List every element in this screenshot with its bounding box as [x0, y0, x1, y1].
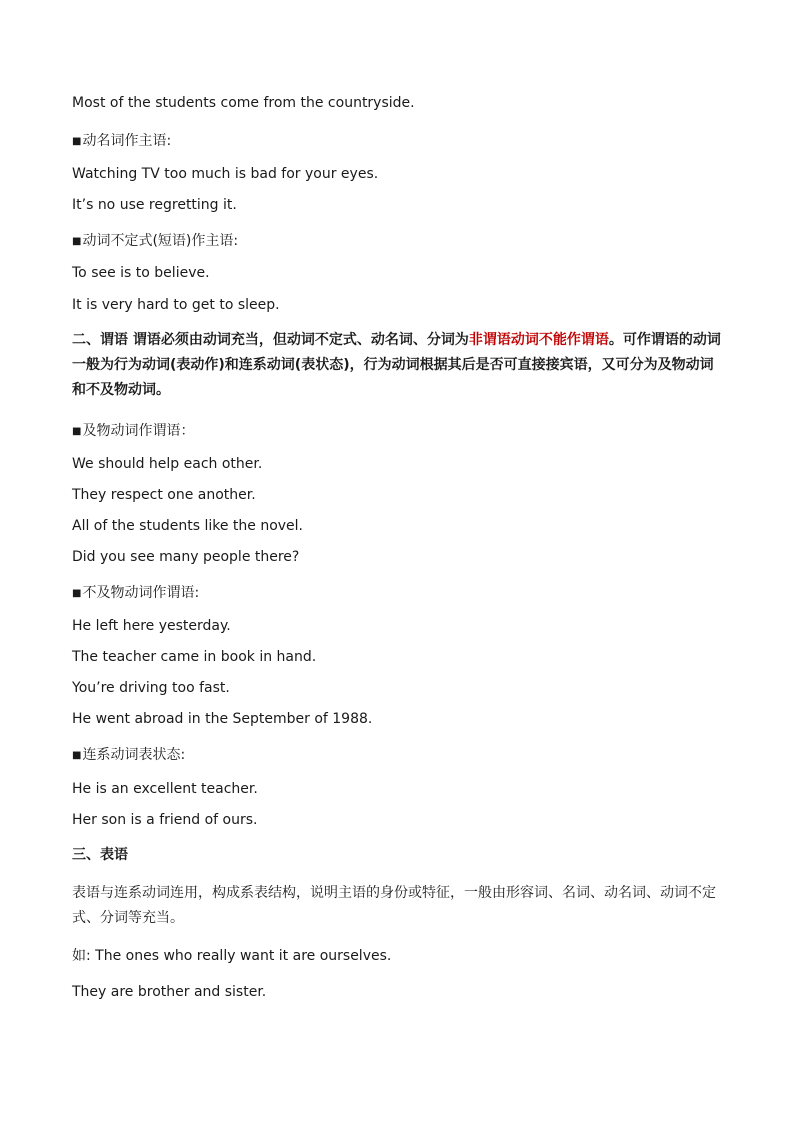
section-heading-predicate [72, 328, 722, 403]
example-sentence: It’s no use regretting it. [72, 197, 237, 213]
label-text: 连系动词表状态: [82, 747, 186, 763]
section-description: 表语与连系动词连用，构成系表结构，说明主语的身份或特征，一般由形容词、名词、动名词、动词不定式、分词等充当。 [72, 885, 716, 926]
heading-text: 二、谓语 谓语必须由动词充当，但动词不定式、动名词、分词为 [72, 332, 469, 348]
example-sentence: We should help each other. [72, 456, 263, 472]
bullet-icon: ■ [72, 236, 82, 247]
intransitive-label [72, 583, 722, 604]
bullet-icon: ■ [72, 750, 82, 761]
heading-text: 。可作谓语的动词一般为行为动词(表动作)和连系动词(表状态)，行为动词根据其后是否可直接接宾语，又可分为及物动词和不及物动词。 [72, 332, 721, 398]
example-sentence: To see is to believe. [72, 265, 210, 281]
example-sentence: He is an excellent teacher. [72, 781, 258, 797]
example-sentence: Watching TV too much is bad for your eyes. [72, 166, 379, 182]
transitive-label [72, 421, 722, 442]
bullet-icon: ■ [72, 588, 82, 599]
label-text: 及物动词作谓语： [82, 423, 195, 439]
example-sentence: Most of the students come from the countryside. [72, 95, 415, 111]
example-sentence: The teacher came in book in hand. [72, 649, 317, 665]
example-sentence: Did you see many people there? [72, 549, 300, 565]
section-heading-predicative: 三、表语 [72, 847, 128, 863]
example-sentence: He went abroad in the September of 1988. [72, 711, 373, 727]
example-sentence: 如: The ones who really want it are ourselves. [72, 948, 392, 964]
bullet-icon: ■ [72, 136, 82, 147]
example-sentence: They respect one another. [72, 487, 256, 503]
infinitive-subject-label [72, 231, 722, 252]
example-sentence: They are brother and sister. [72, 984, 267, 1000]
example-sentence: You’re driving too fast. [72, 680, 230, 696]
gerund-subject-label [72, 131, 722, 152]
label-text: 动名词作主语: [82, 133, 172, 149]
example-sentence: All of the students like the novel. [72, 518, 303, 534]
example-sentence: He left here yesterday. [72, 618, 231, 634]
highlighted-rule: 非谓语动词不能作谓语 [468, 332, 609, 348]
example-sentence: Her son is a friend of ours. [72, 812, 258, 828]
label-text: 动词不定式(短语)作主语: [82, 233, 239, 249]
bullet-icon: ■ [72, 426, 82, 437]
linking-verb-label [72, 745, 722, 766]
example-sentence: It is very hard to get to sleep. [72, 297, 280, 313]
label-text: 不及物动词作谓语: [82, 585, 200, 601]
